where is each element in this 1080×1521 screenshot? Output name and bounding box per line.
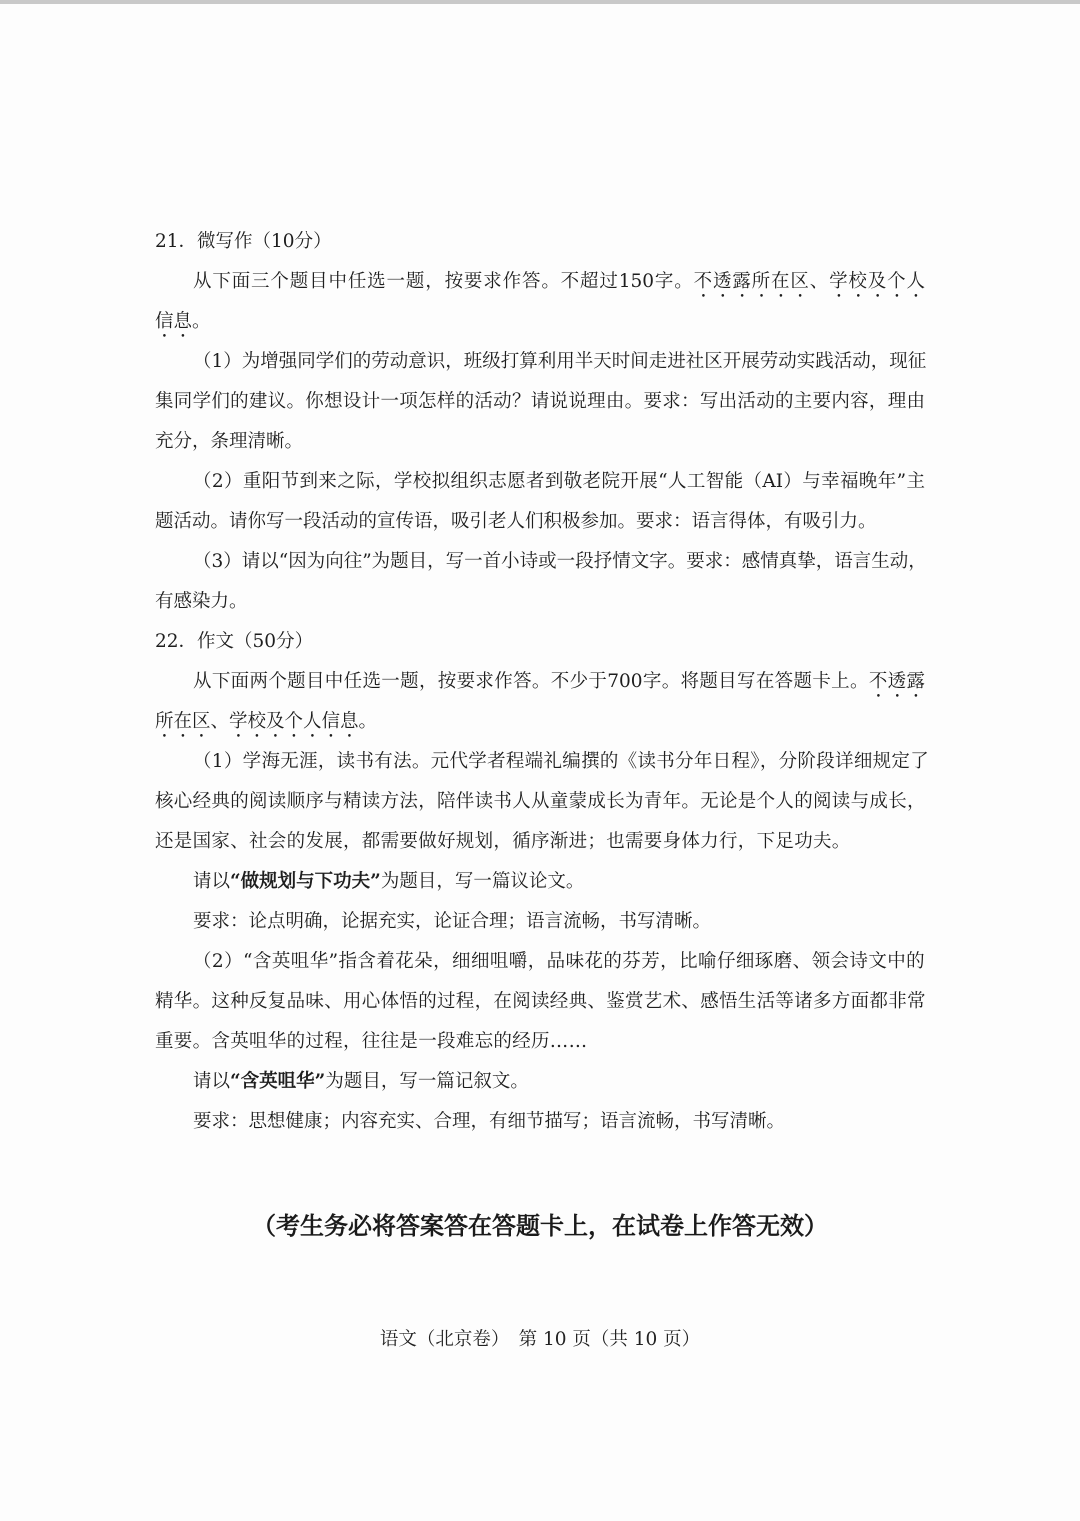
q22-option2-prompt [155,1062,925,1102]
q21-option3-line1: （3）请以“因为向往”为题目，写一首小诗或一段抒情文字。要求：感情真挚，语言生动， [193,551,927,572]
page-footer: 语文（北京卷） 第 10 页（共 10 页） [379,1329,701,1350]
q22-option1-line3: 还是国家、社会的发展，都需要做好规划，循序渐进；也需要身体力行，下足功夫。 [155,831,851,852]
q22-option2-prompt-a: 请以 [193,1071,231,1092]
q22-option1-requirements: 要求：论点明确，论据充实，论证合理；语言流畅，书写清晰。 [193,911,712,932]
q21-option2-line2: 题活动。请你写一段活动的宣传语，吸引老人们积极参加。要求：语言得体，有吸引力。 [155,511,877,532]
q21-intro-emphasis-2: 信息 [155,311,193,332]
q22-option1-prompt-a: 请以 [193,871,231,892]
q21-intro-end: 。 [192,311,211,332]
q22-option2-line3: 重要。含英咀华的过程，往往是一段难忘的经历…… [155,1031,588,1052]
q22-title: 22．作文（50分） [155,631,314,652]
q21-intro-text: 从下面三个题目中任选一题，按要求作答。不超过150字。 [193,271,694,292]
q22-option2-prompt-b: 为题目，写一篇记叙文。 [325,1071,529,1092]
q22-option1-line2: 核心经典的阅读顺序与精读方法，陪伴读书人从童蒙成长为青年。无论是个人的阅读与成长， [155,791,926,812]
q21-option2-line1: （2）重阳节到来之际，学校拟组织志愿者到敬老院开展“人工智能（AI）与幸福晚年”主 [193,471,925,492]
q22-option2-line1: （2）“含英咀华”指含着花朵，细细咀嚼，品味花的芬芳，比喻仔细琢磨、领会诗文中的 [193,951,925,972]
q22-option1-prompt [155,862,925,902]
exam-content [155,222,930,1142]
q22-intro-line1 [155,662,925,702]
q22-option2-requirements: 要求：思想健康；内容充实、合理，有细节描写；语言流畅，书写清晰。 [193,1111,786,1132]
q22-option1-line1: （1）学海无涯，读书有法。元代学者程端礼编撰的《读书分年日程》，分阶段详细规定了 [193,751,930,772]
q21-title: 21．微写作（10分） [155,231,332,252]
q22-option2-line2: 精华。这种反复品味、用心体悟的过程，在阅读经典、鉴赏艺术、感悟生活等诸多方面都非常 [155,991,926,1012]
q22-intro-emphasis-2: 所在区、学校及个人信息 [155,711,359,732]
q21-option1-line1: （1）为增强同学们的劳动意识，班级打算利用半天时间走进社区开展劳动实践活动，现征 [193,351,927,372]
q21-intro-emphasis: 不透露所在区、学校及个人 [693,271,925,292]
top-border [0,0,1080,4]
q22-intro-end: 。 [358,711,378,732]
q22-intro-line2 [155,702,925,742]
answer-sheet-notice: （考生务必将答案答在答题卡上，在试卷上作答无效） [252,1212,828,1240]
q22-option1-prompt-b: 为题目，写一篇议论文。 [380,871,585,892]
q21-option3-line2: 有感染力。 [155,591,248,612]
q22-intro-emphasis: 不透露 [868,671,925,692]
q22-intro-text: 从下面两个题目中任选一题，按要求作答。不少于700字。将题目写在答题卡上。 [193,671,869,692]
q21-intro-line2 [155,302,925,342]
q21-option1-line2: 集同学们的建议。你想设计一项怎样的活动？请说说理由。要求：写出活动的主要内容，理由 [155,391,925,412]
q21-intro-line1 [155,262,925,302]
q22-option2-essay-title: “含英咀华” [230,1071,326,1092]
q21-option1-line3: 充分，条理清晰。 [155,431,304,452]
q22-option1-essay-title: “做规划与下功夫” [230,871,381,892]
